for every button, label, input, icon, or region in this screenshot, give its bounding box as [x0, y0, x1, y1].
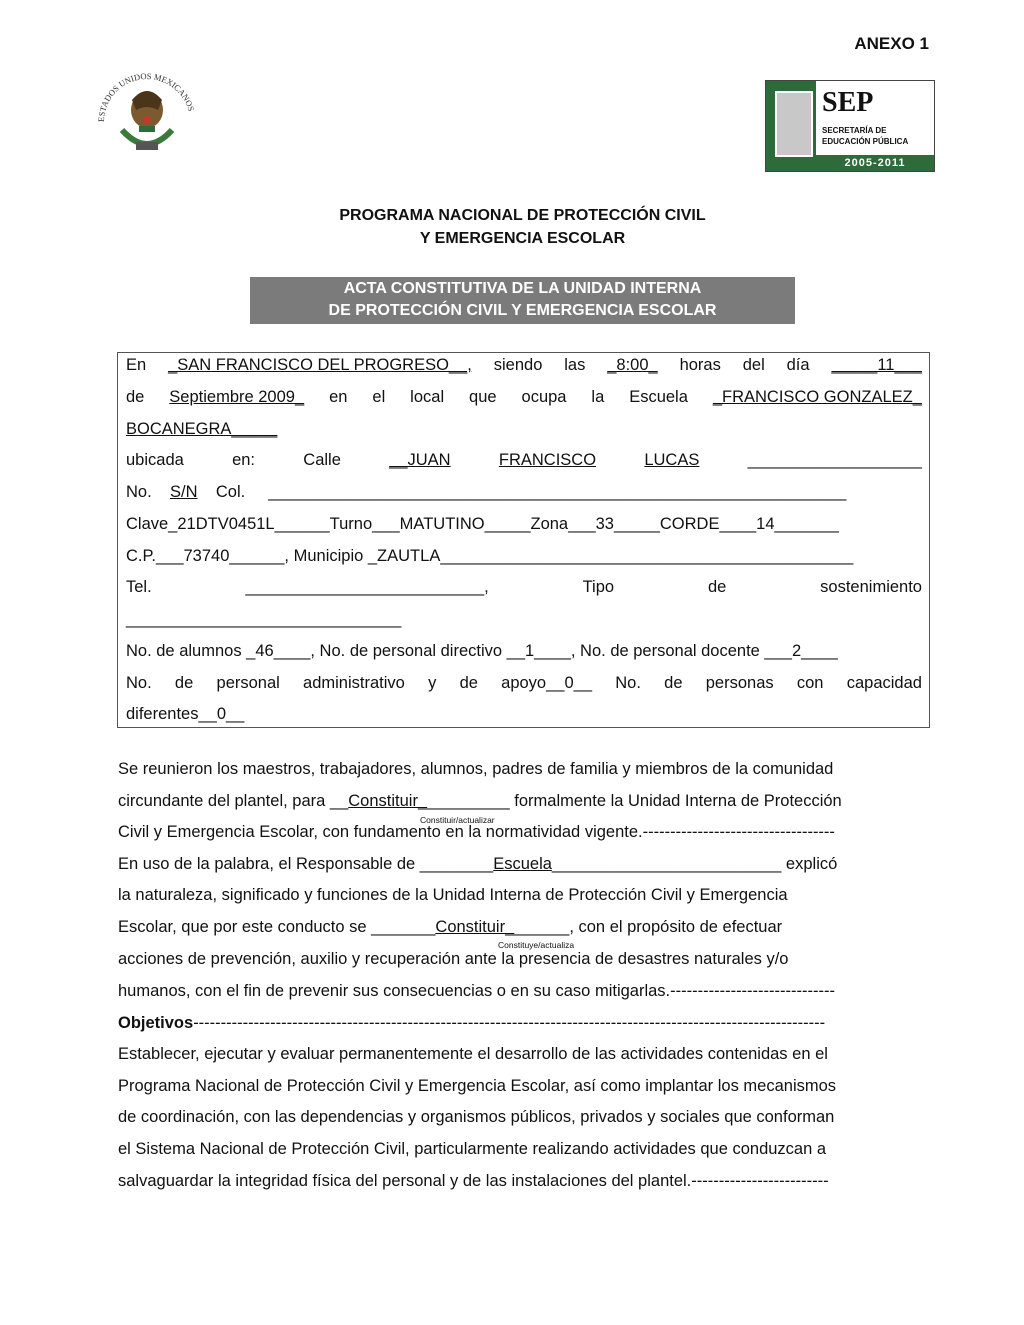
school-data-form-box [117, 352, 930, 728]
sep-abbr: SEP [822, 87, 874, 118]
body-line: Programa Nacional de Protección Civil y Emergencia Escolar, así como implantar los mecanismos [118, 1077, 837, 1095]
hint-constituye-actualiza: Constituye/actualiza [498, 940, 575, 950]
form-row-school-name-cont: BOCANEGRA_____ [126, 420, 278, 438]
form-row-number-colony: No. S/N Col. _______________________________________________________________ [126, 483, 847, 501]
form-row-date-school: de Septiembre 2009_ en el local que ocupa la Escuela _FRANCISCO GONZALEZ_ [126, 388, 922, 406]
hint-constituir-actualizar: Constituir/actualizar [420, 815, 495, 825]
body-line: salvaguardar la integridad física del personal y de las instalaciones del plantel.------------------------- [118, 1172, 829, 1190]
body-line-conducto: Escolar, que por este conducto se _______Constituir_______, con el propósito de efectuar [118, 918, 783, 936]
objectives-heading: Objetivos------------------------------------------------------------------------------------------------------------------- [118, 1014, 826, 1032]
form-row-location: En _SAN FRANCISCO DEL PROGRESO__, siendo las _8:00_ horas del día _____11___ [126, 356, 922, 374]
form-row-tel-sostenimiento: Tel. __________________________, Tipo de sostenimiento [126, 578, 922, 596]
body-line: el Sistema Nacional de Protección Civil, particularmente realizando actividades que conduzcan a [118, 1140, 827, 1158]
body-line: acciones de prevención, auxilio y recuperación ante la presencia de desastres naturales y/o [118, 950, 789, 968]
sep-emblem-icon [775, 91, 813, 157]
form-row-street: ubicada en: Calle __JUAN FRANCISCO LUCAS ___________________ [126, 451, 922, 469]
sep-secretaria: SECRETARÍA DE EDUCACIÓN PÚBLICA [822, 126, 909, 146]
sep-logo [765, 80, 935, 172]
body-line: Establecer, ejecutar y evaluar permanentemente el desarrollo de las actividades contenidas en el [118, 1045, 828, 1063]
mexican-coat-of-arms-seal [92, 60, 202, 170]
form-row-cp-municipio: C.P.___73740______, Municipio _ZAUTLA_____________________________________________ [126, 547, 854, 565]
act-title-banner: ACTA CONSTITUTIVA DE LA UNIDAD INTERNA DE PROTECCIÓN CIVIL Y EMERGENCIA ESCOLAR [250, 277, 795, 324]
sep-years: 2005-2011 [816, 155, 934, 171]
body-line: de coordinación, con las dependencias y organismos públicos, privados y sociales que conforman [118, 1108, 835, 1126]
seal-text: ESTADOS UNIDOS MEXICANOS [95, 70, 197, 123]
form-row-different-capacity: diferentes__0__ [126, 705, 245, 723]
form-row-admin-staff: No. de personal administrativo y de apoyo__0__ No. de personas con capacidad [126, 674, 922, 692]
body-line-responsable: En uso de la palabra, el Responsable de ________Escuela_________________________ explicó [118, 855, 838, 873]
form-row-sostenimiento-blank: ______________________________ [126, 610, 402, 628]
form-row-clave-turno: Clave_21DTV0451L______Turno___MATUTINO_____Zona___33_____CORDE____14_______ [126, 515, 839, 533]
body-line: la naturaleza, significado y funciones de la Unidad Interna de Protección Civil y Emergencia [118, 886, 788, 904]
body-line-constituir: circundante del plantel, para __Constituir__________ formalmente la Unidad Interna de Protección [118, 792, 842, 810]
body-line: Civil y Emergencia Escolar, con fundamento en la normatividad vigente.----------------------------------- [118, 823, 835, 841]
program-title: PROGRAMA NACIONAL DE PROTECCIÓN CIVIL Y EMERGENCIA ESCOLAR [339, 207, 706, 247]
body-line: Se reunieron los maestros, trabajadores, alumnos, padres de familia y miembros de la comunidad [118, 760, 834, 778]
body-line: humanos, con el fin de prevenir sus consecuencias o en su caso mitigarlas.------------------------------ [118, 982, 835, 1000]
annex-label: ANEXO 1 [854, 34, 929, 53]
form-row-student-counts: No. de alumnos _46____, No. de personal directivo __1____, No. de personal docente ___2____ [126, 642, 838, 660]
